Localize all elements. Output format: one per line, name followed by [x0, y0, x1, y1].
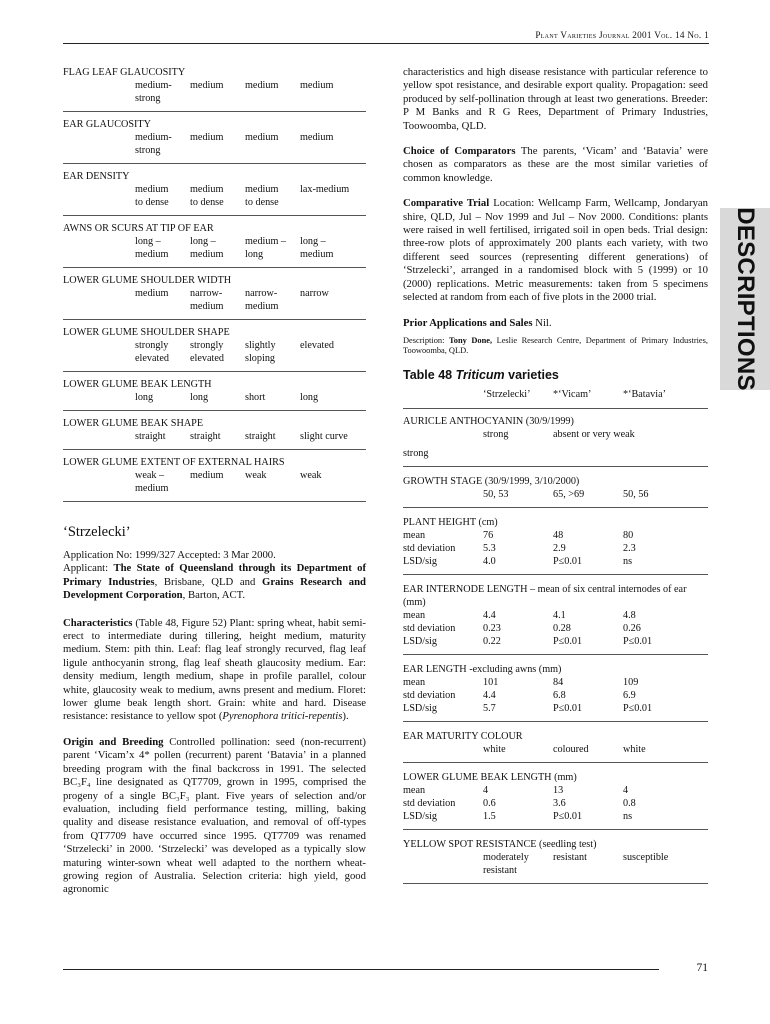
table-cell: strong — [403, 447, 429, 459]
trait-values-row — [63, 339, 366, 365]
row-label: LSD/sig — [403, 810, 437, 822]
trait-value: medium to dense — [245, 184, 279, 208]
table-cell: 0.6 — [483, 797, 496, 809]
origin-heading: Origin and Breeding — [63, 735, 164, 748]
table-cell: 0.26 — [623, 622, 641, 634]
table-cell: ns — [623, 810, 633, 822]
table-row — [403, 689, 708, 702]
trait-name: LOWER GLUME EXTENT OF EXTERNAL HAIRS — [63, 457, 285, 468]
trait-value: medium – long — [245, 236, 287, 260]
table-row — [403, 555, 708, 568]
variety-title: ‘Strzelecki’ — [63, 524, 131, 540]
table-cell: 50, 53 — [483, 488, 509, 500]
table-row — [403, 622, 708, 635]
trait-values-row — [63, 391, 366, 404]
trait-section — [63, 222, 366, 268]
trait-value: narrow- medium — [190, 288, 224, 312]
trait-name: EAR DENSITY — [63, 171, 130, 182]
row-label: std deviation — [403, 542, 456, 554]
table-cell: ns — [623, 555, 633, 567]
trait-name: AWNS OR SCURS AT TIP OF EAR — [63, 223, 214, 234]
description-credit — [403, 336, 708, 357]
trait-value: long – medium — [190, 236, 224, 260]
section-tab-label: DESCRIPTIONS — [732, 207, 759, 391]
table-row — [403, 635, 708, 648]
trait-section — [63, 456, 366, 502]
table-row — [403, 797, 708, 810]
trait-value: short — [245, 392, 266, 403]
trait-values-row — [63, 287, 366, 313]
trial-paragraph — [403, 197, 708, 304]
prior-applications-paragraph — [403, 317, 708, 330]
trait-name: LOWER GLUME SHOULDER WIDTH — [63, 275, 232, 286]
trait-value: strongly elevated — [190, 340, 224, 364]
prior-text: Nil. — [532, 316, 552, 329]
table-title-suffix: varieties — [504, 367, 559, 382]
table-cell: white — [483, 743, 506, 755]
comparators-text: The parents, ‘Vicam’ and ‘Batavia’ were chosen as comparators as these are the most similar varieties of common knowledge. — [403, 145, 708, 184]
table-section-growth — [403, 475, 708, 508]
table-cell: P≤0.01 — [623, 702, 653, 714]
table-cell: 2.3 — [623, 542, 636, 554]
applicant-name: The State of Queensland through its Department of Primary Industries — [63, 562, 367, 588]
table-cell: P≤0.01 — [553, 635, 583, 647]
table-row — [403, 743, 708, 756]
description-label: Description: — [403, 335, 449, 345]
column-header: *‘Vicam’ — [553, 389, 592, 401]
table-section-auricle — [403, 415, 708, 467]
table-cell: absent or very weak — [553, 428, 635, 440]
table-cell: 4.8 — [623, 609, 636, 621]
section-name: AURICLE ANTHOCYANIN (30/9/1999) — [403, 415, 574, 427]
table-header-row — [403, 388, 708, 408]
table-cell: 4.1 — [553, 609, 566, 621]
trial-text: Location: Wellcamp Farm, Wellcamp, Jondaryan shire, QLD, Jul – Nov 1999 and Jul – Nov 2000. Conditions: plants were raised in well fertilised, irrigated soil in open beds. Trial design: three-row plots of approximately 200 plants each variety, with two different seed sources (representing different generations) of ‘Strzelecki’, arranged in a randomised block with 5 (1999) or 10 (2000) replications. Metric measurements: taken from 5 specimens selected at random from each of five plots in the 2000 trial. — [403, 197, 708, 304]
table-cell: 48 — [553, 529, 564, 541]
applicant-label: Applicant: — [63, 562, 109, 575]
trait-value: long — [300, 392, 319, 403]
footer-rule — [63, 969, 659, 970]
trait-value: straight — [245, 431, 276, 442]
application-number: Application No: 1999/327 Accepted: 3 Mar 2000. — [63, 549, 276, 561]
section-name: EAR LENGTH -excluding awns (mm) — [403, 663, 562, 675]
trait-values-row — [63, 131, 366, 157]
applicant-location-2: , Barton, ACT. — [182, 589, 246, 602]
table-title-genus: Triticum — [455, 367, 505, 382]
trait-name: FLAG LEAF GLAUCOSITY — [63, 67, 186, 78]
table-cell: 1.5 — [483, 810, 496, 822]
trait-section — [63, 378, 366, 411]
table-row — [403, 488, 708, 501]
table-row — [403, 542, 708, 555]
table-section-ear-length — [403, 663, 708, 722]
table-cell: 76 — [483, 529, 494, 541]
table-cell: 13 — [553, 784, 564, 796]
table-cell: 4.4 — [483, 689, 496, 701]
left-column — [63, 66, 366, 897]
row-label: mean — [403, 609, 426, 621]
trait-value: medium — [300, 80, 334, 91]
table-row — [403, 529, 708, 542]
applicant-name-2: Grains Research and Development Corporation — [63, 575, 366, 602]
trait-section — [63, 66, 366, 112]
trait-name: LOWER GLUME BEAK SHAPE — [63, 418, 204, 429]
row-label: mean — [403, 784, 426, 796]
table-cell: 109 — [623, 676, 639, 688]
section-name: PLANT HEIGHT (cm) — [403, 516, 498, 528]
comparators-heading: Choice of Comparators — [403, 145, 516, 158]
trait-value: strongly elevated — [135, 340, 169, 364]
table-cell: 0.22 — [483, 635, 501, 647]
row-label: LSD/sig — [403, 635, 437, 647]
table-cell: 0.23 — [483, 622, 501, 634]
table-section-height — [403, 516, 708, 575]
characteristics-heading: Characteristics — [63, 616, 133, 629]
section-name: EAR MATURITY COLOUR — [403, 730, 523, 742]
trait-table — [63, 66, 366, 502]
trait-value: straight — [135, 431, 166, 442]
trait-value: medium to dense — [190, 184, 224, 208]
table-cell: P≤0.01 — [623, 635, 653, 647]
trait-name: LOWER GLUME SHOULDER SHAPE — [63, 327, 230, 338]
table-cell: 4 — [623, 784, 629, 796]
section-tab — [720, 208, 770, 390]
table-cell: 4.4 — [483, 609, 496, 621]
trait-values-row — [63, 183, 366, 209]
row-label: mean — [403, 676, 426, 688]
trait-values-row — [63, 235, 366, 261]
application-line — [63, 549, 366, 603]
row-label: std deviation — [403, 622, 456, 634]
table-section-yellow-spot — [403, 838, 708, 884]
trait-section — [63, 274, 366, 320]
trait-value: medium — [245, 80, 279, 91]
table-cell: moderately resistant — [483, 851, 529, 876]
table-cell: strong — [483, 428, 509, 440]
table-cell: 65, >69 — [553, 488, 585, 500]
trait-value: slight curve — [300, 431, 348, 442]
trait-section — [63, 326, 366, 372]
table-row — [403, 810, 708, 823]
trait-value: long – medium — [135, 236, 169, 260]
table-cell: 80 — [623, 529, 634, 541]
trait-value: medium — [245, 132, 279, 143]
trait-value: narrow — [300, 288, 329, 299]
table-cell: 4 — [483, 784, 489, 796]
running-header — [535, 30, 709, 40]
trait-value: medium — [190, 80, 224, 91]
table-title — [403, 369, 708, 382]
table-cell: 3.6 — [553, 797, 566, 809]
table-section-beak — [403, 771, 708, 830]
describer-name: Tony Done, — [448, 335, 493, 345]
table-row — [403, 676, 708, 689]
row-label: LSD/sig — [403, 702, 437, 714]
trait-value: weak – medium — [135, 470, 169, 494]
trait-values-row — [63, 430, 366, 443]
table-row — [403, 702, 708, 715]
page-number: 71 — [696, 962, 708, 974]
trait-value: narrow- medium — [245, 288, 279, 312]
table-section-internode — [403, 583, 708, 655]
table-row — [403, 784, 708, 797]
table-cell: 0.28 — [553, 622, 571, 634]
row-label: LSD/sig — [403, 555, 437, 567]
trait-value: medium — [135, 288, 169, 299]
table-cell: 50, 56 — [623, 488, 649, 500]
trait-value: medium — [190, 132, 224, 143]
table-row — [403, 428, 708, 441]
row-label: std deviation — [403, 797, 456, 809]
trait-value: long — [135, 392, 154, 403]
table-cell: resistant — [553, 851, 587, 863]
section-name: LOWER GLUME BEAK LENGTH (mm) — [403, 771, 577, 783]
describer-affiliation: Leslie Research Centre, Department of Primary Industries, Toowoomba, QLD. — [403, 335, 708, 356]
pathogen-name: Pyrenophora tritici-repentis — [222, 710, 343, 723]
row-label: mean — [403, 529, 426, 541]
trait-value: medium — [190, 470, 224, 481]
column-header: ‘Strzelecki’ — [483, 389, 531, 401]
table-section-maturity — [403, 730, 708, 763]
table-cell: 0.8 — [623, 797, 636, 809]
table-cell: P≤0.01 — [553, 702, 583, 714]
characteristics-paragraph — [63, 617, 366, 724]
right-column — [403, 66, 708, 892]
section-name: GROWTH STAGE (30/9/1999, 3/10/2000) — [403, 475, 580, 487]
header-rule — [63, 43, 709, 44]
table-cell: 4.0 — [483, 555, 496, 567]
trait-value: medium to dense — [135, 184, 169, 208]
origin-paragraph — [63, 736, 366, 897]
trial-heading: Comparative Trial — [403, 197, 490, 210]
table-row — [403, 851, 708, 877]
section-name: EAR INTERNODE LENGTH – mean of six central internodes of ear (mm) — [403, 583, 687, 608]
table-cell: 101 — [483, 676, 499, 688]
table-cell: 2.9 — [553, 542, 566, 554]
trait-section — [63, 118, 366, 164]
table-cell: coloured — [553, 743, 589, 755]
row-label: std deviation — [403, 689, 456, 701]
table-cell: P≤0.01 — [553, 555, 583, 567]
table-cell: P≤0.01 — [553, 810, 583, 822]
trait-value: medium- strong — [135, 80, 172, 104]
trait-section — [63, 170, 366, 216]
origin-text: Controlled pollination: seed (non-recurrent) parent ‘Vicam’x 4* pollen (recurrent) parent ‘Batavia’ in a planned breeding program with the final backcross in 1991. The selected BC₃F₄ line designated as QT7709, grown in 1995, comprised the progeny of a single BC₃F₃ plant. Five years of selection and/or evaluation, including field performance testing, milling, baking quality and disease resistance evaluation, and removal of off-types from QT7709 have occurred since 1995. QT7709 was renamed ‘Strzelecki’ in 2000. ‘Strzelecki’ was developed as a typically slow maturing winter-sown wheat well adapted to the northern wheat-growing region of Australia. Selection criteria: high yield, good agronomic — [63, 735, 366, 896]
trait-section — [63, 417, 366, 450]
trait-name: LOWER GLUME BEAK LENGTH — [63, 379, 212, 390]
characteristics-text: (Table 48, Figure 52) Plant: spring wheat, habit semi-erect to intermediate during tillering, height medium, maturity medium. Stem: pith thin. Leaf: flag leaf strongly recurved, flag leaf ligule anthocyanin strong, flag leaf sheath glaucosity medium. Ear: density medium, length medium, shape in profile parallel, colour white, glaucosity weak to medium, awns present and medium. Floret: lower glume beak length short. Grain: white and hard. Disease resistance: resistance to yellow spot ( — [63, 616, 366, 723]
trait-name: EAR GLAUCOSITY — [63, 119, 152, 130]
table-cell: 6.9 — [623, 689, 636, 701]
trait-values-row — [63, 469, 366, 495]
trait-value: weak — [300, 470, 322, 481]
trait-value: medium — [300, 132, 334, 143]
trait-value: slightly sloping — [245, 340, 276, 364]
column-header: *‘Batavia’ — [623, 389, 666, 401]
trait-value: long – medium — [300, 236, 334, 260]
prior-heading: Prior Applications and Sales — [403, 316, 533, 329]
table-cell: 6.8 — [553, 689, 566, 701]
table-title-prefix: Table 48 — [403, 367, 456, 382]
trait-value: long — [190, 392, 209, 403]
comparators-paragraph — [403, 145, 708, 185]
table-cell: white — [623, 743, 646, 755]
trait-value: weak — [245, 470, 267, 481]
section-name: YELLOW SPOT RESISTANCE (seedling test) — [403, 838, 597, 850]
trait-value: lax-medium — [300, 184, 350, 195]
applicant-location: , Brisbane, QLD and — [154, 575, 262, 588]
table-cell: 5.7 — [483, 702, 496, 714]
trait-value: elevated — [300, 340, 334, 351]
running-header-text: Plant Varieties Journal 2001 Vol. 14 No. 1 — [535, 30, 709, 40]
characteristics-end: ). — [342, 710, 349, 723]
table-cell: 84 — [553, 676, 564, 688]
trait-value: straight — [190, 431, 221, 442]
table-cell: susceptible — [623, 851, 669, 863]
table-row — [403, 609, 708, 622]
origin-continued: characteristics and high disease resistance with particular reference to yellow spot resistance, and desirable export quality. Propagation: seed produced by self-pollination through at least two generations. Breeder: P M Banks and R G Rees, Department of Primary Industries, Toowoomba, QLD. — [403, 66, 708, 132]
trait-values-row — [63, 79, 366, 105]
table-cell: 5.3 — [483, 542, 496, 554]
trait-value: medium- strong — [135, 132, 172, 156]
